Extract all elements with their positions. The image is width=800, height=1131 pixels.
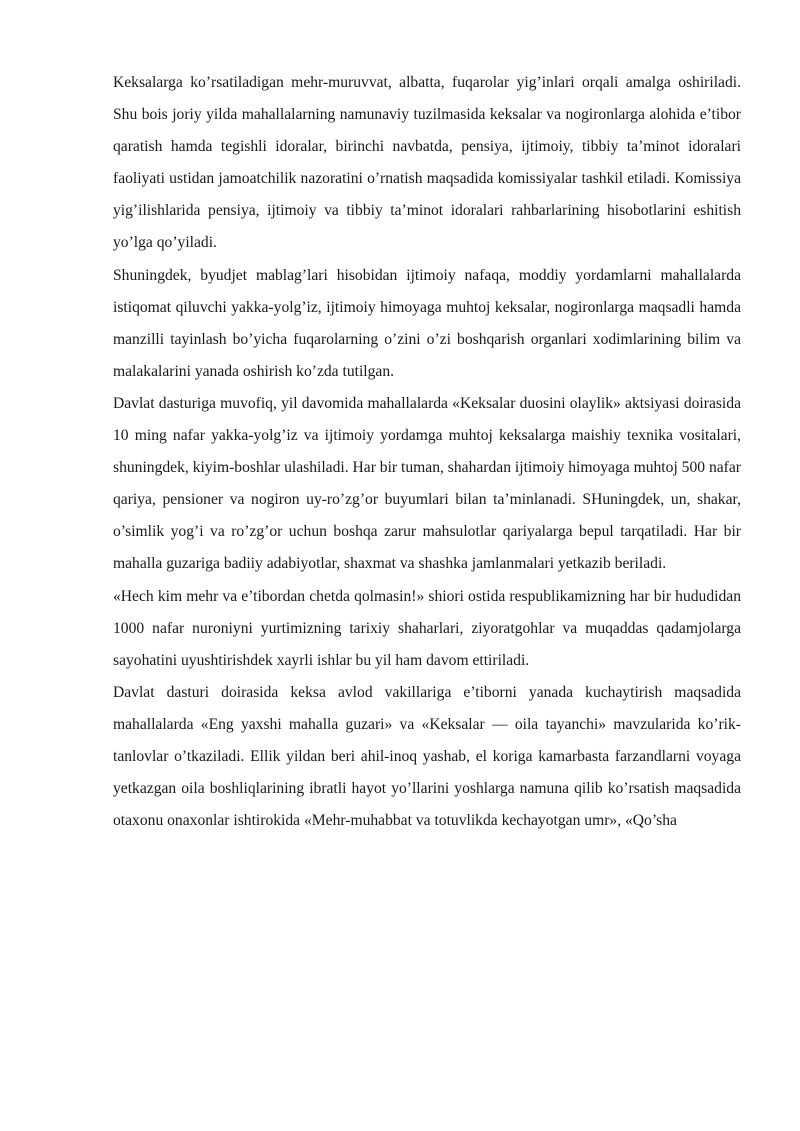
paragraph-4: «Hech kim mehr va e’tibordan chetda qolmasin!» shiori ostida respublikamizning har bir hududidan 1000 nafar nuroniyni yurtimizning tarixiy shaharlari, ziyoratgohlar va muqaddas qadamjolarga sayohatini uyushtirishdek xayrli ishlar bu yil ham davom ettiriladi.: [113, 587, 741, 669]
paragraph-1: Keksalarga ko’rsatiladigan mehr-muruvvat, albatta, fuqarolar yig’inlari orqali amalga oshiriladi. Shu bois joriy yilda mahallalarning namunaviy tuzilmasida keksalar va nogironlarga alohida e’tibor qaratish hamda tegishli idoralar, birinchi navbatda, pensiya, ijtimoiy, tibbiy ta’minot idoralari faoliyati ustidan jamoatchilik nazoratini o’rnatish maqsadida komissiyalar tashkil etiladi. Komissiya yig’ilishlarida pensiya, ijtimoiy va tibbiy ta’minot idoralari rahbarlarining hisobotlarini eshitish yo’lga qo’yiladi.: [113, 74, 741, 252]
paragraph-5: Davlat dasturi doirasida keksa avlod vakillariga e’tiborni yanada kuchaytirish maqsadida mahallalarda «Eng yaxshi mahalla guzari» va «Keksalar — oila tayanchi» mavzularida ko’rik-tanlovlar o’tkaziladi. Ellik yildan beri ahil-inoq yashab, el koriga kamarbasta farzandlarni voyaga yetkazgan oila boshliqlarining ibratli hayot yo’llarini yoshlarga namuna qilib ko’rsatish maqsadida otaxonu onaxonlar ishtirokida «Mehr-muhabbat va totuvlikda kechayotgan umr», «Qo’sha: [113, 683, 741, 830]
paragraph-2: Shuningdek, byudjet mablag’lari hisobidan ijtimoiy nafaqa, moddiy yordamlarni mahallalarda istiqomat qiluvchi yakka-yolg’iz, ijtimoiy himoyaga muhtoj keksalar, nogironlarga maqsadli hamda manzilli tayinlash bo’yicha fuqarolarning o’zini o’zi boshqarish organlari xodimlarining bilim va malakalarini yanada oshirish ko’zda tutilgan.: [113, 266, 741, 380]
paragraph-3: Davlat dasturiga muvofiq, yil davomida mahallalarda «Keksalar duosini olaylik» aktsiyasi doirasida 10 ming nafar yakka-yolg’iz va ijtimoiy yordamga muhtoj keksalarga maishiy texnika vositalari, shuningdek, kiyim-boshlar ulashiladi. Har bir tuman, shahardan ijtimoiy himoyaga muhtoj 500 nafar qariya, pensioner va nogiron uy-ro’zg’or buyumlari bilan ta’minlanadi. SHuningdek, un, shakar, o’simlik yog’i va ro’zg’or uchun boshqa zarur mahsulotlar qariyalarga bepul tarqatiladi. Har bir mahalla guzariga badiiy adabiyotlar, shaxmat va shashka jamlanmalari yetkazib beriladi.: [113, 394, 741, 573]
document-page: [113, 67, 741, 837]
